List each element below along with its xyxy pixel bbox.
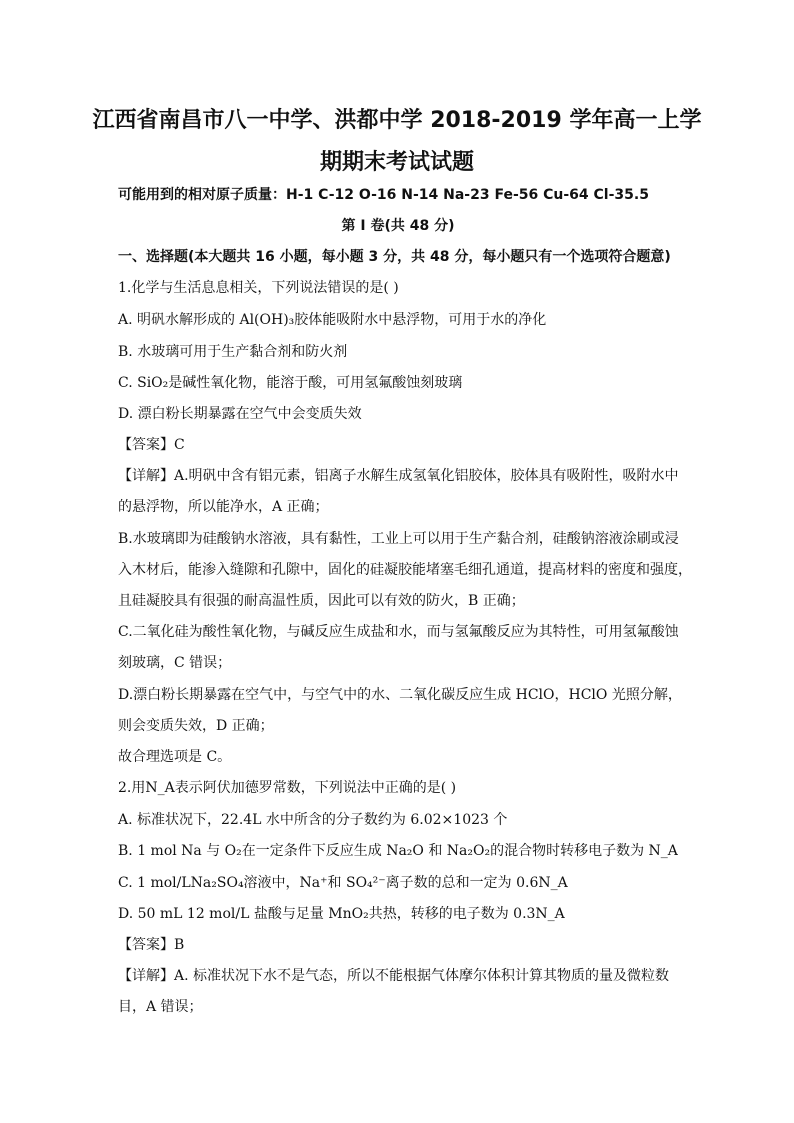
q1-explanation-line: 则会变质失效，D 正确； xyxy=(118,718,274,734)
q2-explanation-line: 目，A 错误； xyxy=(118,999,203,1015)
q2-option-b: B. 1 mol Na 与 O₂在一定条件下反应生成 Na₂O 和 Na₂O₂的混合物时转移电子数为 N_A xyxy=(118,843,678,859)
q1-explanation-line: 入木材后，能渗入缝隙和孔隙中，固化的硅凝胶能堵塞毛细孔通道，提高材料的密度和强度， xyxy=(118,562,692,578)
question-1: 1.化学与生活息息相关，下列说法错误的是( ) xyxy=(118,280,399,296)
q1-option-a: A. 明矾水解形成的 Al(OH)₃胶体能吸附水中悬浮物，可用于水的净化 xyxy=(118,312,547,328)
q1-option-b: B. 水玻璃可用于生产黏合剂和防火剂 xyxy=(118,344,348,360)
q1-explanation-line: 的悬浮物，所以能净水，A 正确； xyxy=(118,499,329,515)
q1-answer: 【答案】C xyxy=(118,437,185,453)
q1-explanation-line: 且硅凝胶具有很强的耐高温性质，因此可以有效的防火，B 正确； xyxy=(118,593,525,609)
section-heading: 第 I 卷(共 48 分) xyxy=(341,218,455,234)
q1-explanation-line: B.水玻璃即为硅酸钠水溶液，具有黏性，工业上可以用于生产黏合剂，硅酸钠溶液涂刷或浸 xyxy=(118,531,679,547)
q2-explanation-line: 【详解】A. 标准状况下水不是气态，所以不能根据气体摩尔体积计算其物质的量及微粒数 xyxy=(118,968,670,984)
document-title-line-1: 江西省南昌市八一中学、洪都中学 2018-2019 学年高一上学 xyxy=(92,108,702,133)
q1-explanation-line: D.漂白粉长期暴露在空气中，与空气中的水、二氧化碳反应生成 HClO，HClO 光照分解， xyxy=(118,687,682,703)
question-2: 2.用N_A表示阿伏加德罗常数，下列说法中正确的是( ) xyxy=(118,780,457,796)
document-title-line-2: 期期末考试试题 xyxy=(319,150,474,175)
atomic-mass-note: 可能用到的相对原子质量：H-1 C-12 O-16 N-14 Na-23 Fe-56 Cu-64 Cl-35.5 xyxy=(118,187,649,203)
q1-option-d: D. 漂白粉长期暴露在空气中会变质失效 xyxy=(118,406,362,422)
q1-option-c: C. SiO₂是碱性氧化物，能溶于酸，可用氢氟酸蚀刻玻璃 xyxy=(118,375,463,391)
q1-explanation-line: C.二氧化硅为酸性氧化物，与碱反应生成盐和水，而与氢氟酸反应为其特性，可用氢氟酸蚀 xyxy=(118,624,679,640)
q2-option-a: A. 标准状况下，22.4L 水中所含的分子数约为 6.02×1023 个 xyxy=(118,812,508,828)
q2-answer: 【答案】B xyxy=(118,937,185,953)
q1-conclusion: 故合理选项是 C。 xyxy=(118,749,232,765)
q1-explanation-line: 【详解】A.明矾中含有铝元素，铝离子水解生成氢氧化铝胶体，胶体具有吸附性，吸附水中 xyxy=(118,468,679,484)
q1-explanation-line: 刻玻璃，C 错误； xyxy=(118,655,232,671)
question-type-heading: 一、选择题(本大题共 16 小题，每小题 3 分，共 48 分，每小题只有一个选项符合题意) xyxy=(118,249,671,265)
q2-option-d: D. 50 mL 12 mol/L 盐酸与足量 MnO₂共热，转移的电子数为 0.3N_A xyxy=(118,906,565,922)
q2-option-c: C. 1 mol/LNa₂SO₄溶液中，Na⁺和 SO₄²⁻离子数的总和一定为 0.6N_A xyxy=(118,875,568,891)
